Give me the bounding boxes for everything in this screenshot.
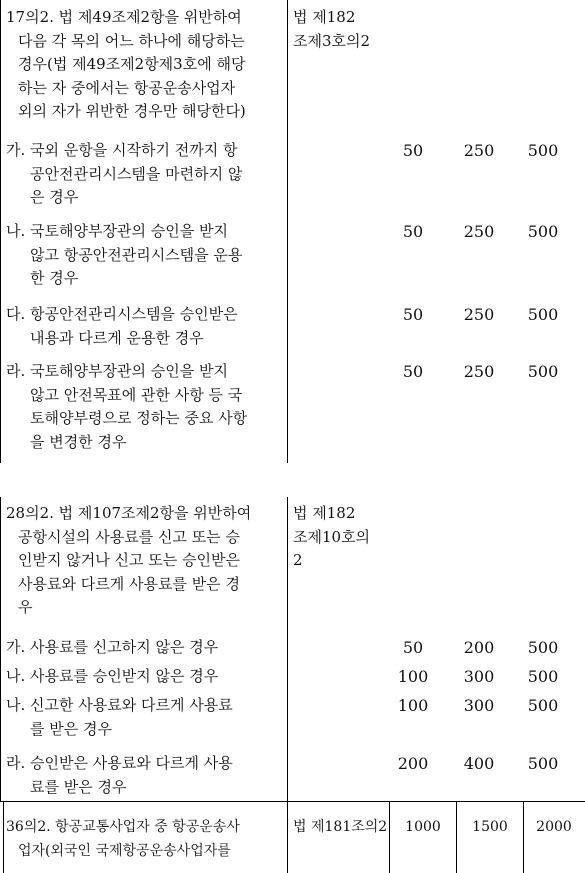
amount-second: 400 bbox=[463, 754, 495, 773]
text-line: 공항시설의 사용료를 신고 또는 승 bbox=[18, 527, 240, 546]
amount-second: 250 bbox=[463, 141, 495, 160]
amount-third: 500 bbox=[527, 305, 559, 324]
text-line: 다. 항공안전관리시스템을 승인받은 bbox=[6, 305, 238, 323]
text-line: 하는 자 중에서는 항공운송사업자 bbox=[18, 78, 236, 97]
legal-basis bbox=[293, 6, 381, 53]
amount-first: 100 bbox=[397, 667, 429, 686]
text-line: 우 bbox=[18, 598, 33, 616]
text-line: 법 제182 bbox=[293, 8, 356, 26]
text-line: 가. 국외 운항을 시작하기 전까지 항 bbox=[6, 141, 238, 159]
amount-first: 50 bbox=[402, 362, 424, 381]
amount-second: 300 bbox=[463, 667, 495, 686]
amount-third: 500 bbox=[527, 754, 559, 773]
text-line: 은 경우 bbox=[30, 188, 79, 206]
text-line: 라. 국토해양부장관의 승인을 받지 bbox=[6, 362, 228, 380]
text-line: 내용과 다르게 운용한 경우 bbox=[30, 328, 204, 347]
amount-first: 100 bbox=[397, 696, 429, 715]
text-line: 라. 승인받은 사용료와 다르게 사용 bbox=[6, 754, 233, 772]
text-line: 인받지 않거나 신고 또는 승인받은 bbox=[18, 551, 240, 569]
amount-first: 1000 bbox=[405, 819, 441, 835]
amount-second: 200 bbox=[463, 638, 495, 657]
amount-second: 250 bbox=[463, 305, 495, 324]
amount-third: 500 bbox=[527, 638, 559, 657]
table-rule bbox=[287, 497, 288, 801]
amount-third: 500 bbox=[527, 696, 559, 715]
text-line: 외의 자가 위반한 경우만 해당한다) bbox=[18, 102, 246, 120]
text-line: 2 bbox=[293, 551, 303, 569]
item-ra bbox=[6, 360, 286, 454]
text-line: 사용료와 다르게 사용료를 받은 경 bbox=[18, 574, 240, 593]
legal-basis: 법 제181조의2 bbox=[293, 819, 388, 835]
clause-36-2 bbox=[6, 816, 286, 863]
table-rule bbox=[0, 0, 1, 463]
text-line: 나. 신고한 사용료와 다르게 사용료 bbox=[6, 696, 233, 714]
text-line: 나. 국토해양부장관의 승인을 받지 bbox=[6, 222, 228, 240]
text-line: 한 경우 bbox=[30, 269, 79, 287]
text-line: 나. 사용료를 승인받지 않은 경우 bbox=[6, 667, 219, 685]
amount-second: 250 bbox=[463, 362, 495, 381]
item-na bbox=[6, 220, 286, 291]
amount-third: 500 bbox=[527, 222, 559, 241]
text-line: 을 변경한 경우 bbox=[30, 432, 127, 451]
amount-first: 50 bbox=[402, 638, 424, 657]
amount-second: 250 bbox=[463, 222, 495, 241]
amount-third: 500 bbox=[527, 667, 559, 686]
table-rule bbox=[287, 801, 288, 873]
text-line: 경우(법 제49조제2항제3호에 해당 bbox=[18, 55, 246, 73]
amount-second: 300 bbox=[463, 696, 495, 715]
amount-third: 2000 bbox=[536, 819, 572, 835]
item-ra bbox=[6, 752, 286, 799]
text-line: 토해양부령으로 정하는 중요 사항 bbox=[30, 409, 248, 427]
table-rule bbox=[3, 801, 4, 873]
table-rule bbox=[287, 0, 288, 463]
item-na bbox=[6, 665, 286, 689]
amount-first: 50 bbox=[402, 141, 424, 160]
legal-basis bbox=[293, 502, 381, 573]
amount-third: 500 bbox=[527, 362, 559, 381]
amount-first: 50 bbox=[402, 305, 424, 324]
text-line: 17의2. 법 제49조제2항을 위반하여 bbox=[6, 8, 242, 26]
item-da bbox=[6, 303, 286, 350]
text-line: 료를 받은 경우 bbox=[30, 777, 127, 796]
text-line: 28의2. 법 제107조제2항을 위반하여 bbox=[6, 504, 252, 522]
text-line: 공안전관리시스템을 마련하지 않 bbox=[30, 164, 243, 183]
text-line: 가. 사용료를 신고하지 않은 경우 bbox=[6, 638, 219, 656]
amount-second: 1500 bbox=[472, 819, 508, 835]
text-line: 않고 안전목표에 관한 사항 등 국 bbox=[30, 385, 243, 404]
item-ga bbox=[6, 636, 286, 660]
clause-17-2 bbox=[6, 6, 286, 124]
amount-first: 200 bbox=[397, 754, 429, 773]
text-line: 않고 항공안전관리시스템을 운용 bbox=[30, 245, 243, 264]
text-line: 를 받은 경우 bbox=[30, 719, 112, 738]
text-line: 조제10호의 bbox=[293, 527, 371, 546]
text-line: 업자(외국인 국제항공운송사업자를 bbox=[18, 842, 231, 859]
clause-28-2 bbox=[6, 502, 286, 620]
amount-third: 500 bbox=[527, 141, 559, 160]
text-line: 조제3호의2 bbox=[293, 31, 371, 50]
item-ga bbox=[6, 139, 286, 210]
text-line: 다음 각 목의 어느 하나에 해당하는 bbox=[18, 31, 245, 50]
table-rule bbox=[0, 801, 585, 802]
amount-first: 50 bbox=[402, 222, 424, 241]
text-line: 법 제182 bbox=[293, 504, 356, 522]
table-rule bbox=[0, 497, 1, 801]
text-line: 36의2. 항공교통사업자 중 항공운송사 bbox=[6, 819, 240, 835]
item-na-2 bbox=[6, 694, 286, 741]
